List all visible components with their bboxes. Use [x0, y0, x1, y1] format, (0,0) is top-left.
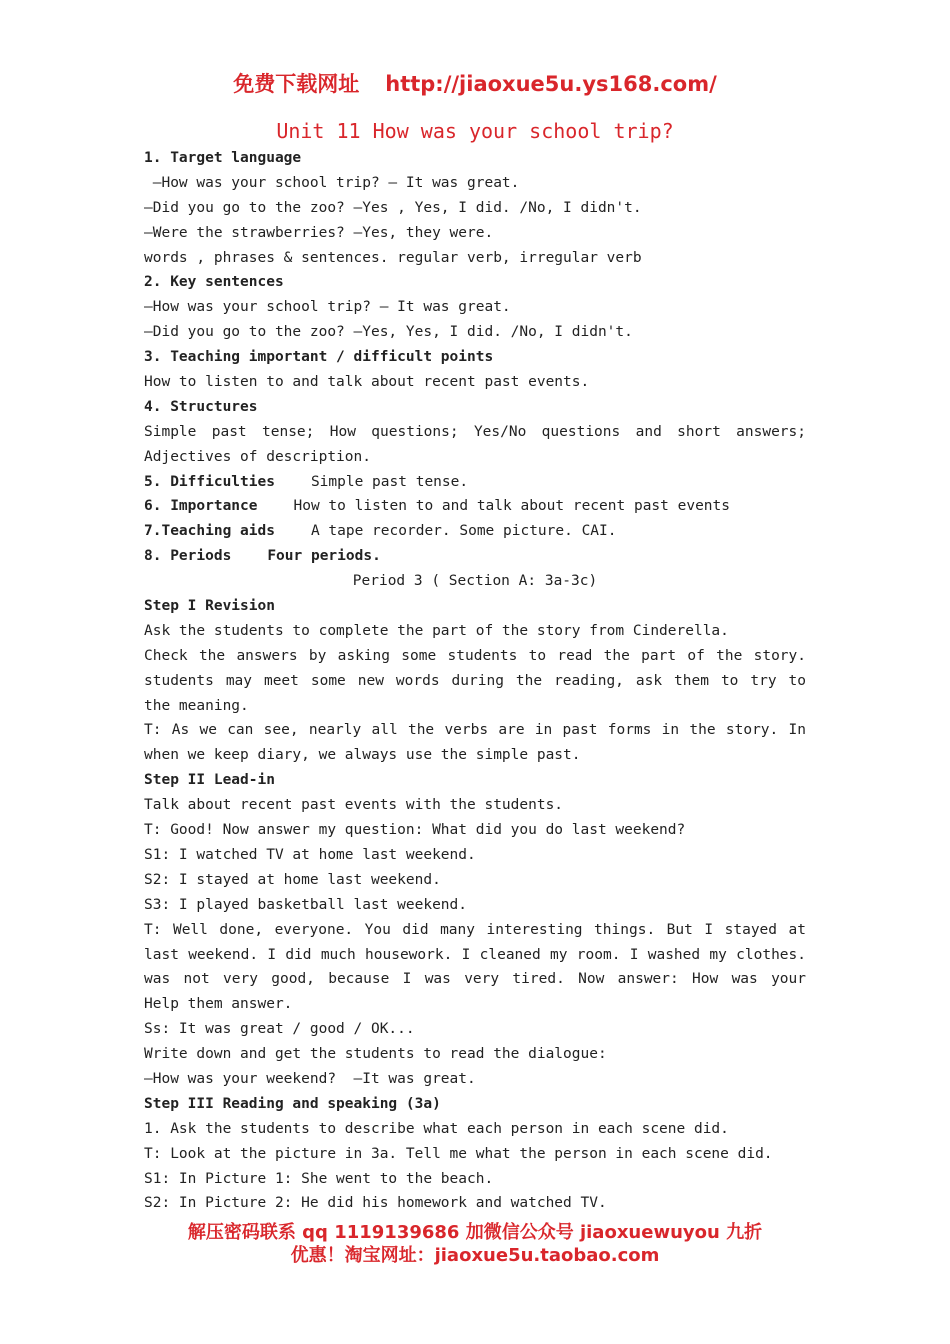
document-line: when we keep diary, we always use the simple past. — [144, 747, 581, 764]
document-line: S1: I watched TV at home last weekend. — [144, 846, 476, 863]
document-line: T: Good! Now answer my question: What did you do last weekend? — [144, 822, 686, 839]
document-line — [144, 470, 806, 495]
document-line: —How was your weekend? —It was great. — [144, 1070, 476, 1087]
document-line: last weekend. I did much housework. I cleaned my room. I washed my clothes. — [144, 946, 806, 963]
document-line: Ask the students to complete the part of the story from Cinderella. — [144, 622, 729, 639]
line-value: A tape recorder. Some picture. CAI. — [310, 523, 617, 540]
document-line: S1: In Picture 1: She went to the beach. — [144, 1170, 494, 1187]
line-value: How to listen to and talk about recent past events — [293, 498, 730, 515]
document-line: 4. Structures — [144, 398, 258, 415]
document-line: was not very good, because I was very tired. Now answer: How was your — [144, 971, 806, 988]
document-line: Step II Lead-in — [144, 772, 275, 789]
document-line: Talk about recent past events with the students. — [144, 797, 564, 814]
document-line: S2: In Picture 2: He did his homework and watched TV. — [144, 1195, 607, 1212]
document-line: words , phrases & sentences. regular verb, irregular verb — [144, 249, 642, 266]
document-line: —Did you go to the zoo? —Yes, Yes, I did. /No, I didn't. — [144, 324, 633, 341]
document-line: students may meet some new words during the reading, ask them to try to — [144, 672, 806, 689]
document-line: —Did you go to the zoo? —Yes , Yes, I did. /No, I didn't. — [144, 199, 642, 216]
document-line: Simple past tense; How questions; Yes/No questions and short answers; — [144, 423, 806, 440]
document-line: —Were the strawberries? —Yes, they were. — [144, 224, 494, 241]
document-body — [144, 146, 806, 1216]
footer-shop-line: 优惠！淘宝网址：jiaoxue5u.taobao.com — [290, 1245, 660, 1266]
document-line: the meaning. — [144, 697, 249, 714]
document-line: Write down and get the students to read the dialogue: — [144, 1046, 607, 1063]
document-line — [144, 494, 806, 519]
document-line: 2. Key sentences — [144, 274, 284, 291]
document-line: T: Well done, everyone. You did many interesting things. But I stayed at — [144, 921, 806, 938]
document-line: Step I Revision — [144, 598, 275, 615]
line-label: 8. Periods — [144, 548, 232, 565]
document-line: —How was your school trip? — It was great. — [144, 174, 520, 191]
document-line: S2: I stayed at home last weekend. — [144, 871, 441, 888]
download-header — [0, 68, 950, 98]
document-line: 3. Teaching important / difficult points — [144, 349, 494, 366]
document-line: 1. Target language — [144, 150, 302, 166]
document-line: T: Look at the picture in 3a. Tell me what the person in each scene did. — [144, 1145, 773, 1162]
document-line: Check the answers by asking some students to read the part of the story. — [144, 647, 806, 664]
footer-contact-line: 解压密码联系 qq 1119139686 加微信公众号 jiaoxuewuyou 九折 — [187, 1222, 763, 1243]
line-label: 6. Importance — [144, 498, 258, 515]
document-line: —How was your school trip? — It was great. — [144, 299, 511, 316]
document-line: Period 3 ( Section A: 3a-3c) — [352, 573, 598, 590]
document-line — [144, 519, 806, 544]
line-label: 7.Teaching aids — [144, 523, 275, 540]
document-line: How to listen to and talk about recent past events. — [144, 374, 590, 391]
document-line: Ss: It was great / good / OK... — [144, 1021, 415, 1038]
document-line: Help them answer. — [144, 996, 293, 1013]
line-label: 5. Difficulties — [144, 473, 275, 490]
line-value: Simple past tense. — [310, 473, 469, 490]
document-line: 1. Ask the students to describe what each person in each scene did. — [144, 1120, 729, 1137]
document-line: T: As we can see, nearly all the verbs are in past forms in the story. In — [144, 722, 806, 739]
header-url-link[interactable]: http://jiaoxue5u.ys168.com/ — [385, 72, 717, 96]
header-label: 免费下载网址 — [233, 72, 360, 96]
document-line — [144, 544, 806, 569]
document-line: Adjectives of description. — [144, 448, 371, 465]
line-value: Four periods. — [267, 548, 381, 565]
page-title: Unit 11 How was your school trip? — [276, 119, 674, 143]
document-line: Step III Reading and speaking (3a) — [144, 1095, 441, 1112]
document-line: S3: I played basketball last weekend. — [144, 896, 468, 913]
